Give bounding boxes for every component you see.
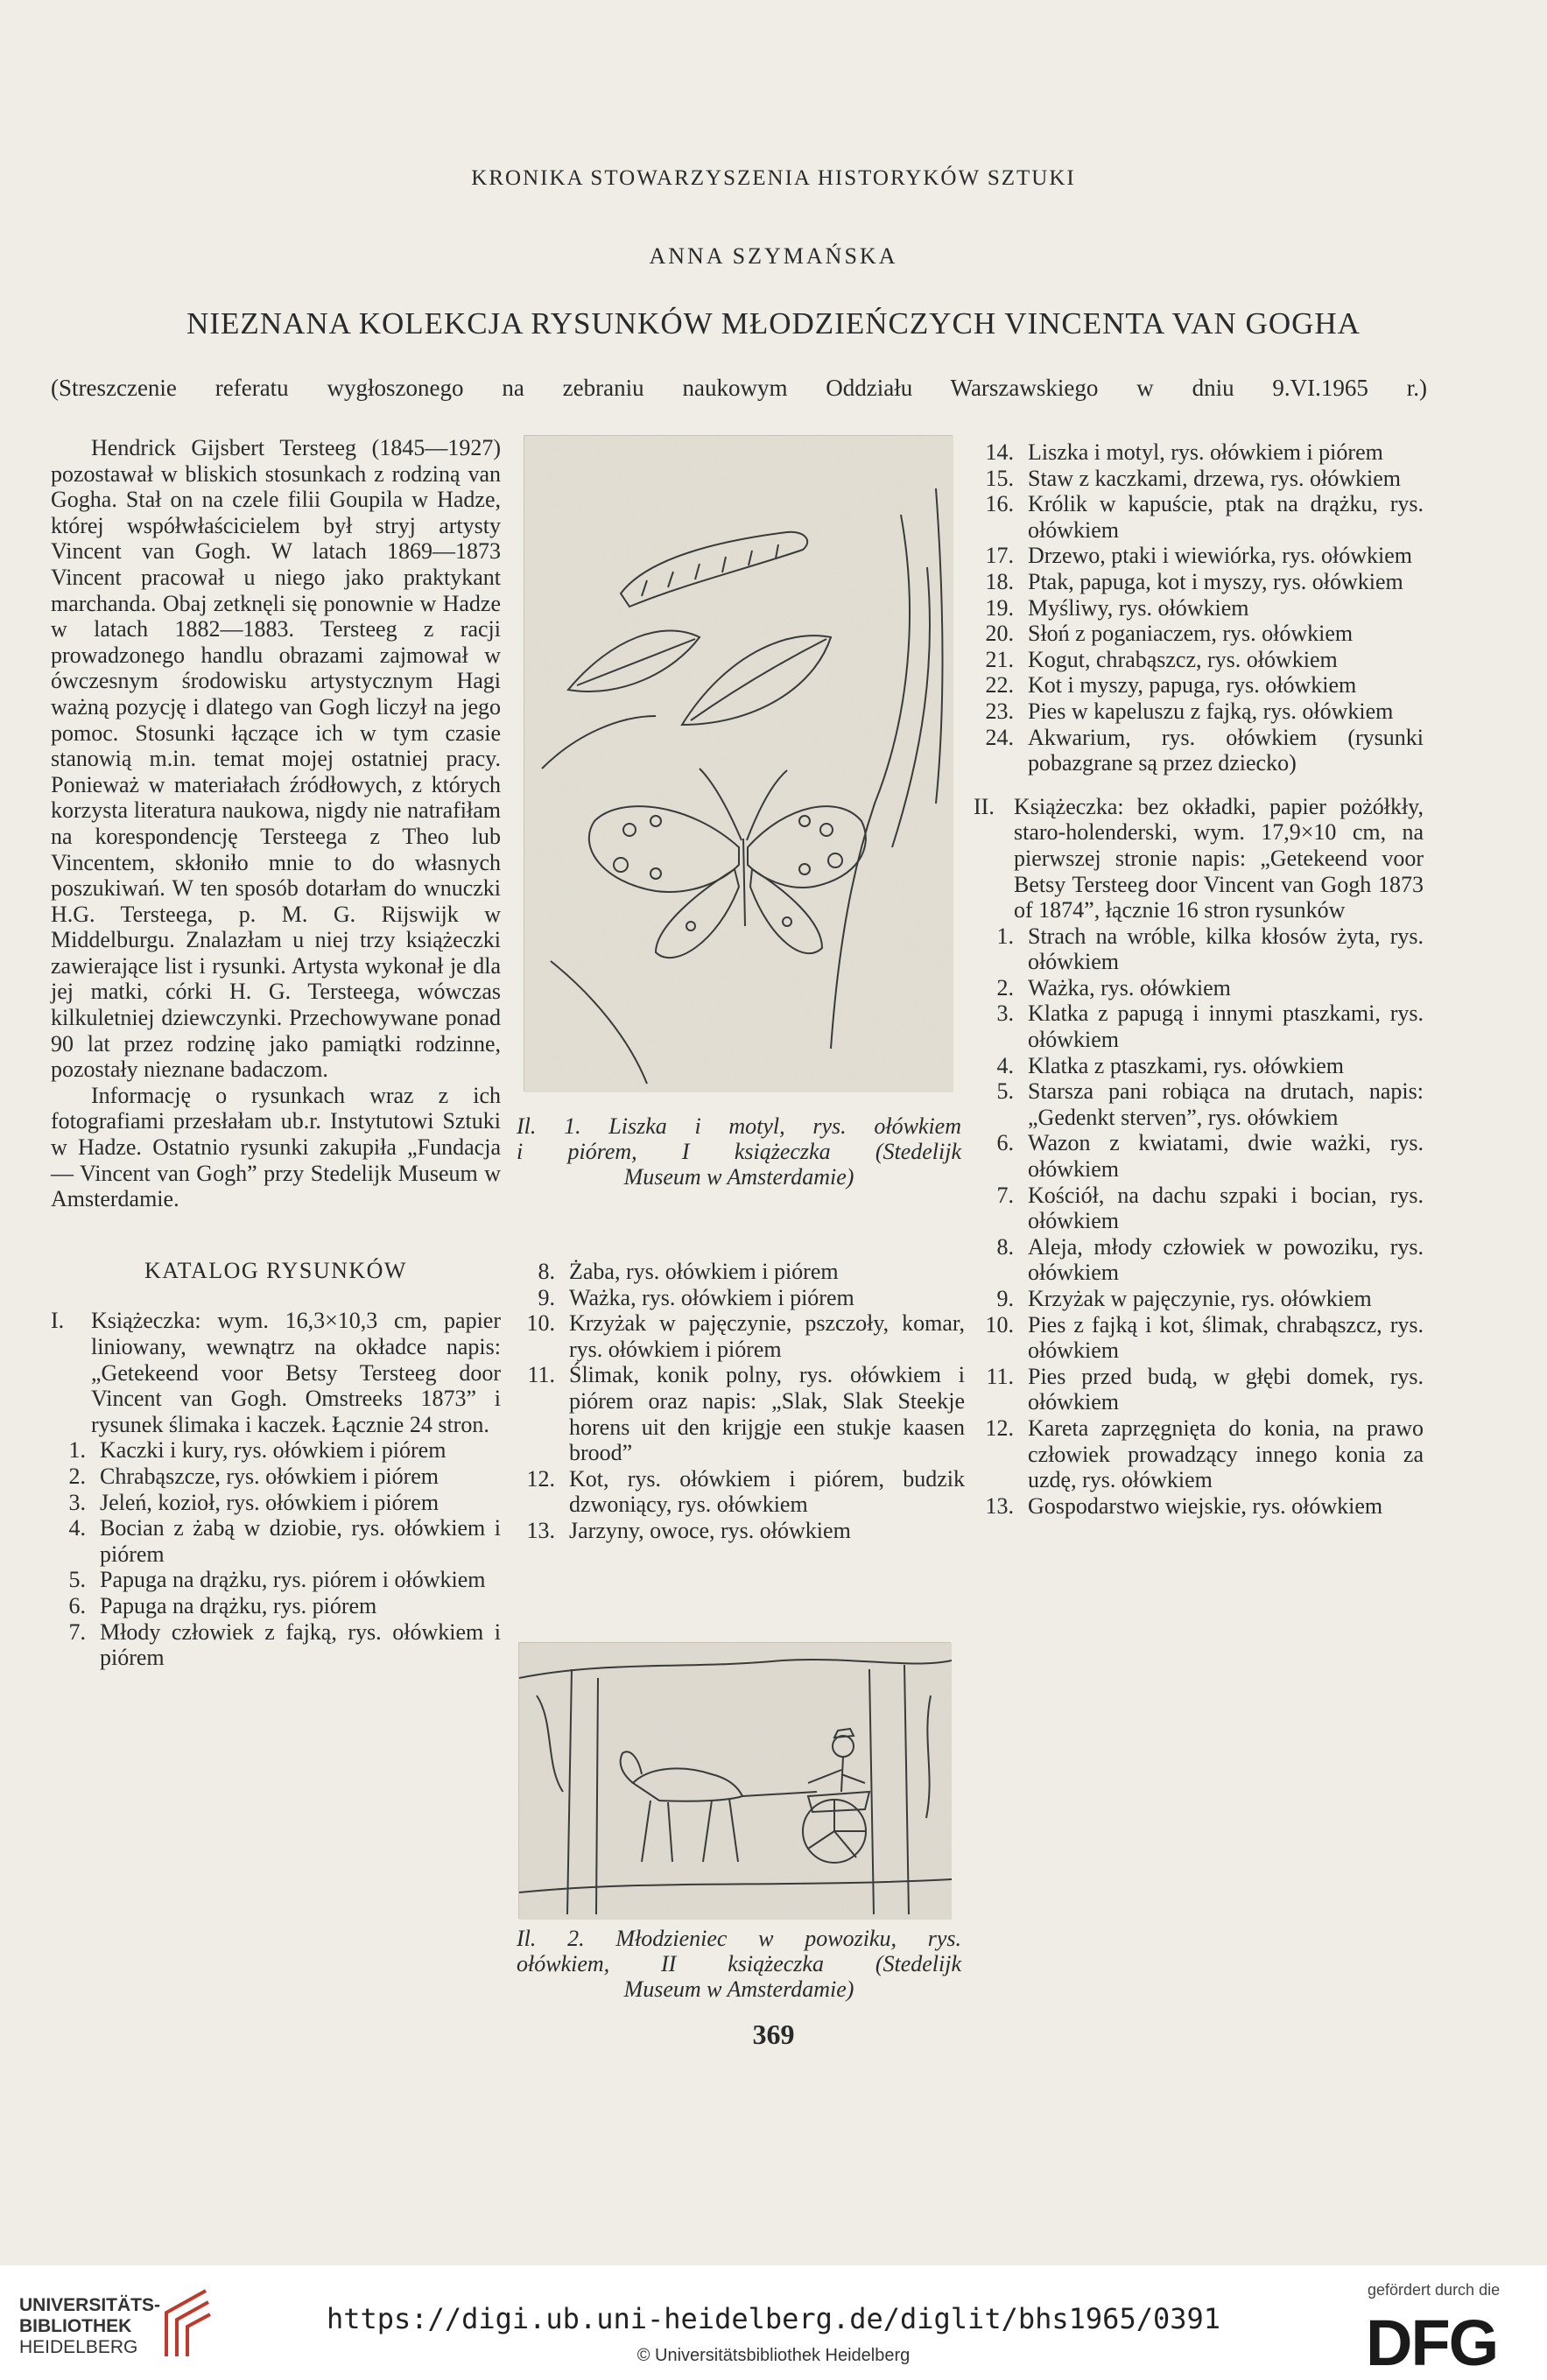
drawing-item (974, 439, 1424, 466)
drawing-item-text: Młody człowiek z fajką, rys. ołówkiem i piórem (100, 1618, 501, 1671)
drawing-item-text: Kościół, na dachu szpaki i bocian, rys. ołówkiem (1028, 1182, 1424, 1234)
drawing-item-number: 1. (68, 1437, 86, 1464)
drawing-item-text: Królik w kapuście, ptak na drążku, rys. ołówkiem (1028, 491, 1424, 543)
drawing-item-text: Ważka, rys. ołówkiem i piórem (569, 1284, 854, 1310)
drawing-item (974, 1493, 1424, 1520)
drawing-item-number: 5. (996, 1078, 1014, 1105)
drawing-item-number: 20. (985, 621, 1014, 647)
drawing-item (974, 699, 1424, 725)
drawing-item-text: Drzewo, ptaki i wiewiórka, rys. ołówkiem (1028, 543, 1413, 569)
drawing-item-number: 7. (996, 1182, 1014, 1208)
drawing-item (974, 1078, 1424, 1130)
drawing-item (51, 1437, 501, 1464)
book-entry (974, 794, 1424, 923)
drawing-item (974, 1312, 1424, 1364)
drawing-item-text: Żaba, rys. ołówkiem i piórem (569, 1259, 839, 1284)
drawing-item (974, 1130, 1424, 1182)
drawing-item-text: Gospodarstwo wiejskie, rys. ołówkiem (1028, 1492, 1383, 1519)
library-name-line: BIBLIOTHEK (19, 2316, 132, 2336)
intro-paragraph: Informację o rysunkach wraz z ich fotografiami przesłałam ub.r. Instytutowi Sztuki w Hadze. Ostatnio rysunki zakupiła „Fundacja — Vincent van Gogh” przy Stedelijk Museum w Amsterdamie. (51, 1082, 501, 1212)
drawing-item-text: Ptak, papuga, kot i myszy, rys. ołówkiem (1028, 568, 1403, 594)
drawing-item-number: 8. (538, 1259, 555, 1284)
catalog-heading: KATALOG RYSUNKÓW (144, 1257, 407, 1283)
drawing-item-number: 11. (527, 1362, 555, 1388)
drawing-item-text: Aleja, młody człowiek w powoziku, rys. ołówkiem (1028, 1233, 1424, 1286)
drawing-item (974, 1053, 1424, 1079)
drawing-item-number: 2. (68, 1463, 86, 1489)
drawing-item-number: 17. (985, 543, 1014, 569)
drawing-item-number: 22. (985, 672, 1014, 699)
drawing-list (974, 923, 1424, 1520)
drawing-item-number: 24. (985, 724, 1014, 750)
drawing-item-text: Ważka, rys. ołówkiem (1028, 974, 1231, 1000)
drawing-item-text: Krzyżak w pajęczynie, pszczoły, komar, rys. ołówkiem i piórem (569, 1310, 965, 1362)
drawing-item-text: Myśliwy, rys. ołówkiem (1028, 594, 1249, 621)
drawing-item (515, 1518, 965, 1544)
drawing-item-text: Kogut, chrabąszcz, rys. ołówkiem (1028, 646, 1338, 672)
drawing-item-number: 15. (985, 465, 1014, 491)
drawing-item-number: 3. (68, 1489, 86, 1515)
drawing-item (515, 1466, 965, 1518)
drawing-item-text: Pies przed budą, w głębi domek, rys. ołówkiem (1028, 1363, 1424, 1415)
caption-line: i piórem, I książeczka (Stedelijk (517, 1139, 961, 1164)
illustration-young-man-carriage (518, 1642, 951, 1919)
drawing-item (51, 1567, 501, 1593)
caption-line: Museum w Amsterdamie) (623, 1976, 854, 2002)
drawing-item-number: 13. (985, 1492, 1014, 1519)
drawing-item-number: 7. (68, 1618, 86, 1645)
drawing-item-number: 21. (985, 646, 1014, 672)
drawing-item-text: Starsza pani robiąca na drutach, napis: „Gedenkt sterven”, rys. ołówkiem (1028, 1078, 1424, 1130)
drawing-item-number: 14. (985, 439, 1014, 465)
author: ANNA SZYMAŃSKA (649, 243, 898, 269)
drawing-item-number: 13. (526, 1517, 555, 1543)
drawing-item-number: 9. (538, 1284, 555, 1310)
column-left (51, 435, 501, 1671)
drawing-item-number: 4. (68, 1515, 86, 1541)
book-number: II. (974, 793, 995, 819)
drawing-item-text: Kaczki i kury, rys. ołówkiem i piórem (100, 1437, 447, 1464)
caption-line: Il. 1. Liszka i motyl, rys. ołówkiem (517, 1113, 961, 1139)
drawing-item-text: Wazon z kwiatami, dwie ważki, rys. ołówkiem (1028, 1130, 1424, 1183)
drawing-item-text: Akwarium, rys. ołówkiem (rysunki pobazgrane są przez dziecko) (1028, 724, 1424, 776)
drawing-item (974, 1286, 1424, 1312)
drawing-item-number: 18. (985, 568, 1014, 594)
drawing-item (974, 466, 1424, 492)
article-subtitle: (Streszczenie referatu wygłoszonego na zebraniu naukowym Oddziału Warszawskiego w dniu 9.VI.1965 r.) (51, 375, 1427, 401)
drawing-item-number: 6. (68, 1592, 86, 1618)
drawing-item (974, 491, 1424, 543)
carriage-drawing (519, 1643, 952, 1920)
drawing-list (974, 439, 1424, 776)
page-number: 369 (752, 2018, 795, 2050)
drawing-item-text: Klatka z ptaszkami, rys. ołówkiem (1028, 1052, 1345, 1078)
drawing-item-number: 16. (985, 491, 1014, 517)
drawing-item (974, 672, 1424, 699)
drawing-item (51, 1490, 501, 1516)
drawing-item (974, 569, 1424, 595)
drawing-item (974, 543, 1424, 569)
caption-line: ołówkiem, II książeczka (Stedelijk (517, 1951, 961, 1976)
caption-figure-1 (517, 1113, 961, 1190)
drawing-item-text: Strach na wróble, kilka kłosów żyta, rys. ołówkiem (1028, 923, 1424, 975)
drawing-item-number: 5. (68, 1567, 86, 1593)
drawing-item (974, 621, 1424, 647)
drawing-item (515, 1362, 965, 1465)
drawing-item-text: Krzyżak w pajęczynie, rys. ołówkiem (1028, 1286, 1372, 1311)
drawing-item-number: 11. (986, 1363, 1014, 1389)
column-right (974, 439, 1424, 1519)
article-title: NIEZNANA KOLEKCJA RYSUNKÓW MŁODZIEŃCZYCH VINCENTA VAN GOGHA (186, 306, 1361, 341)
drawing-item (974, 1000, 1424, 1052)
drawing-item-text: Papuga na drążku, rys. piórem i ołówkiem (100, 1567, 486, 1593)
footer-bar (0, 2265, 1547, 2380)
book-number: I. (51, 1308, 65, 1334)
drawing-item-text: Kot i myszy, papuga, rys. ołówkiem (1028, 672, 1357, 699)
drawing-item-text: Jeleń, kozioł, rys. ołówkiem i piórem (100, 1489, 439, 1515)
caption-line: Museum w Amsterdamie) (623, 1164, 854, 1190)
drawing-item-text: Staw z kaczkami, drzewa, rys. ołówkiem (1028, 465, 1401, 491)
drawing-item (974, 647, 1424, 673)
drawing-item (974, 1183, 1424, 1234)
book-entry (51, 1308, 501, 1437)
drawing-item-text: Kot, rys. ołówkiem i piórem, budzik dzwoniący, rys. ołówkiem (569, 1465, 965, 1518)
drawing-item-text: Bocian z żabą w dziobie, rys. ołówkiem i piórem (100, 1515, 501, 1567)
library-name-line: HEIDELBERG (19, 2337, 138, 2357)
drawing-item-text: Ślimak, konik polny, rys. ołówkiem i piórem oraz napis: „Slak, Slak Steekje horens uit den krijgje een stukje kaasen brood” (569, 1362, 965, 1466)
drawing-item (515, 1259, 965, 1285)
drawing-item-number: 1. (996, 923, 1014, 949)
funder-note: gefördert durch die (1368, 2281, 1501, 2299)
illustration-caterpillar-butterfly (524, 435, 953, 1092)
drawing-item-text: Papuga na drążku, rys. piórem (100, 1592, 377, 1618)
drawing-item-text: Słoń z poganiaczem, rys. ołówkiem (1028, 621, 1354, 647)
drawing-item-text: Liszka i motyl, rys. ołówkiem i piórem (1028, 439, 1383, 465)
drawing-item-number: 12. (526, 1465, 555, 1492)
drawing-item-text: Klatka z papugą i innymi ptaszkami, rys. ołówkiem (1028, 1000, 1424, 1053)
drawing-item-number: 19. (985, 594, 1014, 621)
drawing-item (974, 975, 1424, 1001)
drawing-item-number: 9. (996, 1286, 1014, 1311)
drawing-item-number: 10. (526, 1310, 555, 1337)
drawing-item (974, 725, 1424, 776)
drawing-item (974, 595, 1424, 621)
dfg-logo[interactable]: DFG (1366, 2306, 1498, 2379)
drawing-item (51, 1464, 501, 1490)
drawing-item (51, 1515, 501, 1567)
drawing-item (51, 1619, 501, 1671)
drawing-item (974, 1234, 1424, 1286)
drawing-item (974, 923, 1424, 975)
caption-line: Il. 2. Młodzieniec w powoziku, rys. (517, 1926, 961, 1951)
drawing-item-number: 12. (985, 1415, 1014, 1441)
drawing-item (974, 1415, 1424, 1493)
drawing-item-text: Kareta zaprzęgnięta do konia, na prawo człowiek prowadzący innego konia za uzdę, rys. ołówkiem (1028, 1415, 1424, 1493)
drawing-item-number: 23. (985, 698, 1014, 724)
drawing-item (515, 1310, 965, 1362)
column-middle (515, 1259, 965, 1544)
drawing-item-number: 4. (996, 1052, 1014, 1078)
drawing-item-number: 10. (985, 1311, 1014, 1337)
drawing-item-text: Jarzyny, owoce, rys. ołówkiem (569, 1517, 851, 1543)
drawing-item (51, 1593, 501, 1619)
drawing-item-text: Pies z fajką i kot, ślimak, chrabąszcz, rys. ołówkiem (1028, 1311, 1424, 1364)
intro-paragraph: Hendrick Gijsbert Tersteeg (1845—1927) pozostawał w bliskich stosunkach z rodziną van Gogha. Stał on na czele filii Goupila w Hadze, której współwłaścicielem był stryj artysty Vincent van Gogh. W latach 1869—1873 Vincent pracował u niego jako praktykant marchanda. Obaj zetknęli się ponownie w Hadze w latach 1882—1883. Tersteeg z racji prowadzonego handlu obrazami zajmował w ówczesnym środowisku artystycznym Hagi ważną pozycję i dlatego van Gogh liczył na jego pomoc. Stosunki łączące ich w tym czasie stanowią m.in. temat mojej ostatniej pracy. Ponieważ w materiałach źródłowych, z których korzysta literatura naukowa, nigdy nie natrafiłam na korespondencję Tersteega z Theo lub Vincentem, skłoniło mnie to do własnych poszukiwań. W ten sposób dotarłam do wnuczki H.G. Tersteega, p. M. G. Rijswijk w Middelburgu. Znalazłam u niej trzy książeczki zawierające list i rysunki. Artysta wykonał je dla jej matki, córki H. G. Tersteega, wówczas kilkuletniej dziewczynki. Przechowywane ponad 90 lat przez rodzinę jako pamiątki rodzinne, pozostały nieznane badaczom. (51, 435, 501, 1083)
drawing-list (515, 1259, 965, 1544)
drawing-item-number: 2. (996, 974, 1014, 1000)
caterpillar-butterfly-drawing (524, 436, 953, 1092)
copyright-notice: © Universitätsbibliothek Heidelberg (636, 2346, 911, 2365)
drawing-item-text: Pies w kapeluszu z fajką, rys. ołówkiem (1028, 698, 1394, 724)
running-head: KRONIKA STOWARZYSZENIA HISTORYKÓW SZTUKI (471, 166, 1076, 190)
drawing-list (51, 1437, 501, 1670)
drawing-item-number: 6. (996, 1130, 1014, 1156)
drawing-item (974, 1364, 1424, 1415)
drawing-item-number: 3. (996, 1000, 1014, 1027)
drawing-item-text: Chrabąszcze, rys. ołówkiem i piórem (100, 1463, 439, 1489)
source-url-link[interactable]: https://digi.ub.uni-heidelberg.de/diglit/bhs1965/0391 (326, 2302, 1221, 2335)
drawing-item (515, 1285, 965, 1311)
drawing-item-number: 8. (996, 1233, 1014, 1260)
book-description: Książeczka: bez okładki, papier pożółkły, staro-holenderski, wym. 17,9×10 cm, na pierwszej stronie napis: „Getekeend voor Betsy Tersteeg door Vincent van Gogh 1873 of 1874”, łącznie 16 stron rysunków (1014, 793, 1424, 923)
library-name-line: UNIVERSITÄTS- (19, 2295, 161, 2315)
caption-figure-2 (517, 1926, 961, 2002)
book-description: Książeczka: wym. 16,3×10,3 cm, papier liniowany, wewnątrz na okładce napis: „Getekeend voor Betsy Tersteeg door Vincent van Gogh. Omstreeks 1873” i rysunek ślimaka i kaczek. Łącznie 24 stron. (91, 1308, 501, 1437)
